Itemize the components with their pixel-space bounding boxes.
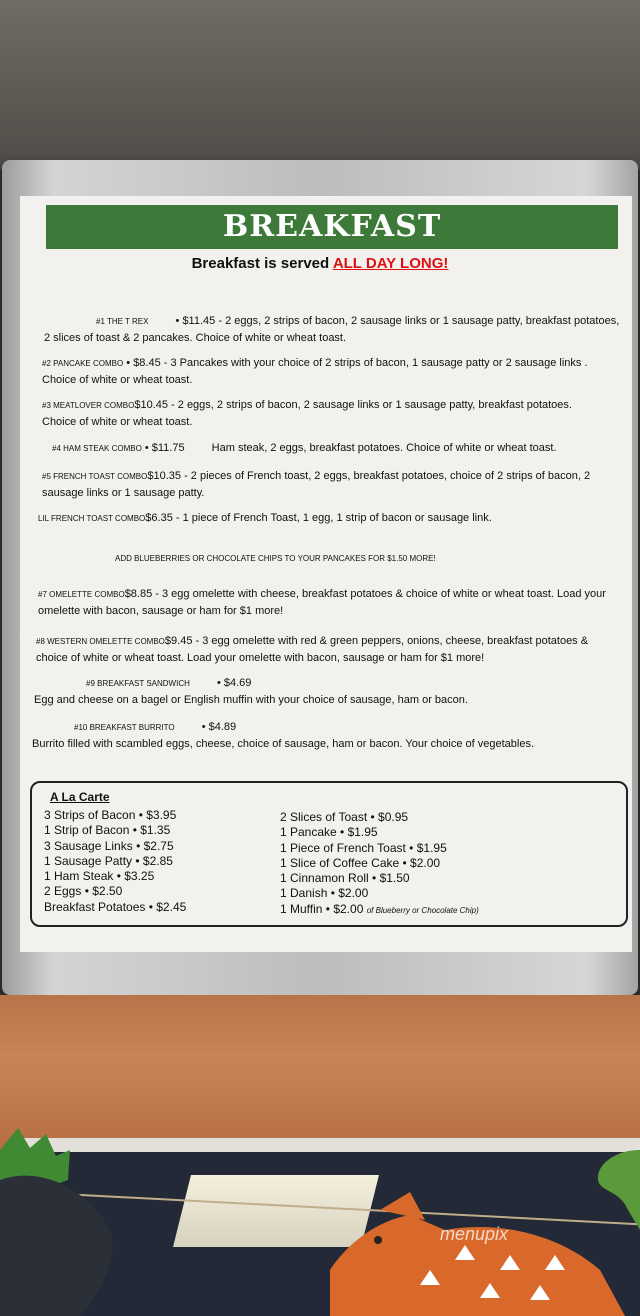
item-price: • $11.75 [144, 442, 185, 454]
item-price: • $11.45 [175, 315, 216, 327]
item-name: #4 HAM STEAK COMBO [52, 444, 142, 453]
subtitle-highlight: ALL DAY LONG! [332, 255, 449, 272]
item-price: $10.35 [147, 470, 182, 482]
item-price: $8.85 [124, 588, 153, 600]
item-price: • $8.45 [126, 357, 161, 369]
menu-item [42, 355, 616, 388]
a-la-carte-item: 1 Danish • $2.00 [280, 886, 369, 901]
item-description: Egg and cheese on a bagel or English muffin with your choice of sausage, ham or bacon. [34, 694, 468, 706]
a-la-carte-item: 3 Sausage Links • $2.75 [44, 838, 174, 853]
menu-item [36, 633, 602, 666]
title-banner [46, 205, 618, 249]
menu-item [44, 313, 620, 346]
item-description: - 3 egg omelette with red & green peppers, onions, cheese, breakfast potatoes & choice of white or wheat toast. Load your omelette with bacon, sausage or ham for $1 more! [36, 635, 589, 664]
watermark: menupix [440, 1224, 509, 1244]
pancake-addon-note: ADD BLUEBERRIES OR CHOCOLATE CHIPS TO YOUR PANCAKES FOR $1.50 MORE! [115, 554, 436, 563]
menu-subtitle [0, 255, 640, 272]
right-dinosaur-icon [598, 1150, 640, 1230]
a-la-carte-item: 1 Pancake • $1.95 [280, 825, 378, 840]
a-la-carte-item: 1 Slice of Coffee Cake • $2.00 [280, 855, 441, 870]
item-price: $9.45 [164, 635, 193, 647]
menu-item [42, 397, 608, 430]
a-la-carte-item: 1 Cinnamon Roll • $1.50 [280, 871, 410, 886]
a-la-carte-item: 1 Ham Steak • $3.25 [44, 869, 155, 884]
item-description: - 3 Pancakes with your choice of 2 strips of bacon, 1 sausage patty or 2 sausage links . Choice of white or wheat toast. [42, 357, 588, 386]
a-la-carte-item: 2 Eggs • $2.50 [44, 884, 123, 899]
a-la-carte-item: 3 Strips of Bacon • $3.95 [44, 808, 177, 822]
item-description: - 1 piece of French Toast, 1 egg, 1 strip of bacon or sausage link. [175, 512, 492, 524]
item-price: • $4.69 [216, 677, 252, 689]
left-dinosaur-icon [0, 1128, 113, 1316]
a-la-carte-item: Breakfast Potatoes • $2.45 [44, 899, 187, 914]
a-la-carte-item: 2 Slices of Toast • $0.95 [280, 810, 409, 824]
item-description: Burrito filled with scambled eggs, cheese, choice of sausage, ham or bacon. Your choice of vegetables. [32, 738, 535, 750]
item-price: $10.45 [134, 399, 168, 411]
item-name: LIL FRENCH TOAST COMBO [38, 514, 146, 523]
menu-item [32, 719, 612, 752]
item-name: #9 BREAKFAST SANDWICH [86, 679, 190, 688]
a-la-carte-item: 1 Sausage Patty • $2.85 [44, 853, 173, 868]
a-la-carte-right-column [280, 810, 620, 918]
menu-item [34, 675, 594, 708]
a-la-carte-item: 1 Piece of French Toast • $1.95 [280, 840, 447, 855]
item-name: #7 OMELETTE COMBO [38, 590, 125, 599]
menu-item [42, 468, 606, 501]
subtitle-text: Breakfast is served [191, 255, 330, 272]
item-price: $6.35 [145, 512, 173, 524]
item-name: #2 PANCAKE COMBO [42, 359, 124, 368]
dinosaur-decorations [0, 1120, 640, 1316]
menu-title: BREAKFAST [222, 209, 442, 244]
item-name: #8 WESTERN OMELETTE COMBO [36, 637, 165, 646]
a-la-carte-title: A La Carte [50, 790, 110, 804]
menu-item [52, 440, 612, 457]
a-la-carte-item: 1 Strip of Bacon • $1.35 [44, 823, 171, 838]
menu-item [38, 586, 616, 619]
item-price: • $4.89 [201, 721, 237, 733]
item-description: - 2 eggs, 2 strips of bacon, 2 sausage links or 1 sausage patty, breakfast potatoes. Choice of white or wheat toast. [42, 399, 572, 428]
item-name: #3 MEATLOVER COMBO [42, 401, 135, 410]
item-description: - 2 eggs, 2 strips of bacon, 2 sausage links or 1 sausage patty, breakfast potatoes, 2 slices of toast & 2 pancakes. Choice of white or wheat toast. [44, 315, 620, 344]
item-name: #5 FRENCH TOAST COMBO [42, 472, 148, 481]
item-name: #10 BREAKFAST BURRITO [74, 723, 175, 732]
ceiling [0, 0, 640, 170]
a-la-carte-left-column [44, 808, 274, 915]
item-description: - 2 pieces of French toast, 2 eggs, breakfast potatoes, choice of 2 strips of bacon, 2 sausage links or 1 sausage patty. [42, 470, 591, 499]
item-name: #1 THE T REX [96, 317, 149, 326]
a-la-carte-item [280, 902, 620, 918]
triceratops-icon [330, 1192, 625, 1316]
menu-item [38, 510, 608, 527]
item-description: - 3 egg omelette with cheese, breakfast potatoes & choice of white or wheat toast. Load your omelette with bacon, sausage or ham for $1 more! [38, 588, 606, 617]
muffin-label: 1 Muffin • $2.00 [280, 901, 364, 916]
item-description: Ham steak, 2 eggs, breakfast potatoes. Choice of white or wheat toast. [211, 442, 557, 454]
a-la-carte-box [30, 781, 628, 927]
muffin-note: of Blueberry or Chocolate Chip) [366, 905, 479, 915]
